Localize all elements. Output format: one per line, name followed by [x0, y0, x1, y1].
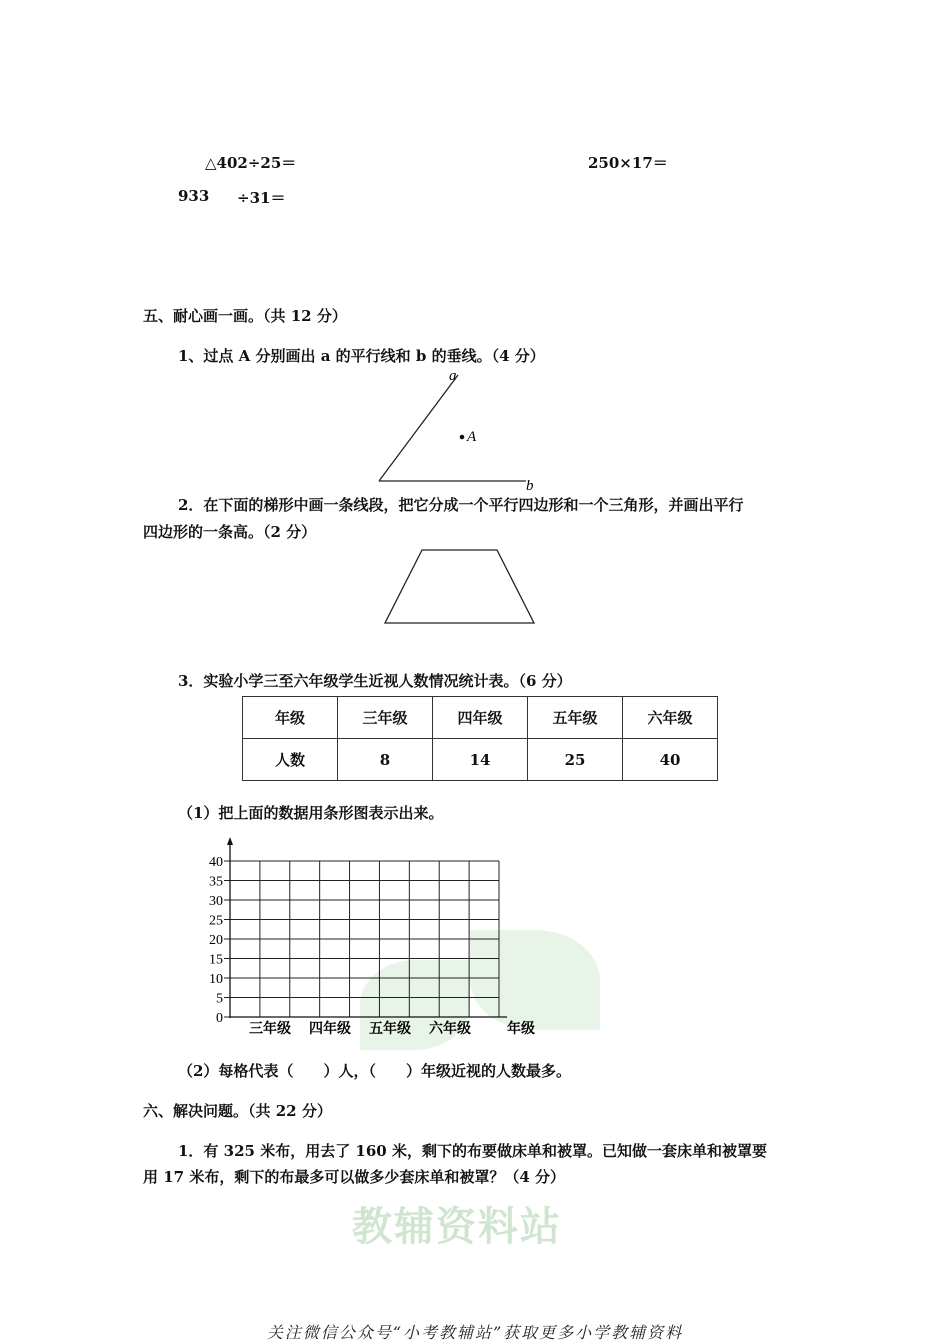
table-cell: 六年级	[623, 697, 718, 739]
bar-chart-grid	[195, 836, 555, 1042]
label-point-a: A	[467, 429, 477, 445]
watermark-text: 教辅资料站	[352, 1204, 562, 1250]
section-6-title: 六、解决问题。（共 22 分）	[143, 1102, 332, 1120]
line-a	[379, 375, 458, 481]
y-tick-label: 25	[209, 913, 223, 929]
equation-1: △402÷25＝	[205, 154, 297, 172]
x-tick-label: 三年级	[249, 1022, 291, 1037]
equation-2: 250×17＝	[588, 154, 668, 172]
stats-table	[242, 696, 718, 781]
table-cell: 年级	[243, 697, 338, 739]
trapezoid-figure	[380, 545, 540, 629]
question-5-1: 1、过点 A 分别画出 a 的平行线和 b 的垂线。（4 分）	[178, 347, 545, 365]
y-axis-arrow	[227, 837, 233, 845]
question-5-3: 3．实验小学三至六年级学生近视人数情况统计表。（6 分）	[178, 672, 572, 690]
question-5-2-line1: 2．在下面的梯形中画一条线段，把它分成一个平行四边形和一个三角形，并画出平行	[178, 496, 744, 514]
angle-figure	[370, 368, 550, 493]
table-cell: 人数	[243, 739, 338, 781]
question-5-2-line2: 四边形的一条高。（2 分）	[143, 523, 317, 541]
table-cell: 40	[623, 739, 718, 781]
table-cell: 25	[528, 739, 623, 781]
question-6-1-line2: 用 17 米布，剩下的布最多可以做多少套床单和被罩？（4 分）	[143, 1168, 565, 1186]
question-6-1-line1: 1．有 325 米布，用去了 160 米，剩下的布要做床单和被罩。已知做一套床单和被罩要	[178, 1142, 767, 1160]
table-cell: 8	[338, 739, 433, 781]
y-tick-label: 0	[216, 1011, 223, 1026]
equation-3-number: 933	[178, 187, 210, 205]
section-5-title: 五、耐心画一画。（共 12 分）	[143, 307, 347, 325]
label-a: a	[449, 368, 457, 384]
x-tick-label: 五年级	[369, 1022, 411, 1037]
y-tick-label: 20	[209, 933, 223, 948]
y-tick-label: 5	[216, 991, 223, 1007]
y-tick-label: 15	[209, 952, 223, 968]
x-axis-label: 年级	[507, 1022, 535, 1037]
y-tick-label: 35	[209, 874, 223, 890]
trapezoid	[385, 550, 534, 623]
y-tick-label: 10	[209, 972, 223, 987]
table-cell: 14	[433, 739, 528, 781]
x-tick-label: 四年级	[309, 1022, 351, 1037]
label-b: b	[526, 478, 534, 493]
table-cell: 四年级	[433, 697, 528, 739]
table-cell: 三年级	[338, 697, 433, 739]
equation-3-rest: ÷31＝	[237, 189, 286, 207]
sub-question-2: （2）每格代表（ ）人，（ ）年级近视的人数最多。	[178, 1062, 571, 1080]
y-tick-label: 30	[209, 894, 223, 909]
sub-question-1: （1）把上面的数据用条形图表示出来。	[178, 804, 444, 822]
point-a	[460, 435, 465, 440]
table-header-row	[243, 697, 718, 739]
footer-note: 关注微信公众号“小考教辅站”获取更多小学教辅资料	[266, 1323, 684, 1342]
table-cell: 五年级	[528, 697, 623, 739]
y-tick-label: 40	[209, 855, 223, 870]
table-row	[243, 739, 718, 781]
x-tick-label: 六年级	[429, 1022, 471, 1037]
